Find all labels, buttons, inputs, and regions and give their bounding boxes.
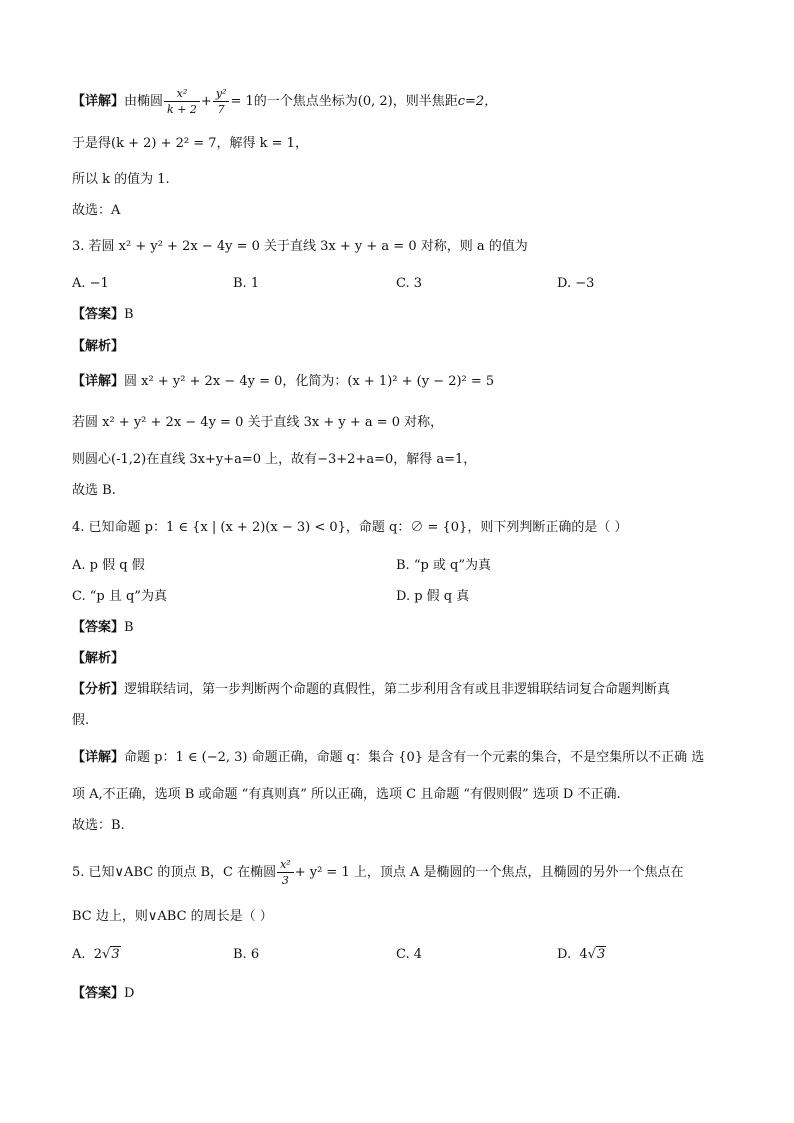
q3-detail-3: 则圆心(-1,2)在直线 3x+y+a=0 上，故有−3+2+a=0，解得 a=1， bbox=[72, 452, 477, 467]
q5-option-a: A. 2√3 bbox=[72, 945, 121, 965]
intro-line-2: 于是得(k + 2) + 2² = 7，解得 k = 1， bbox=[72, 136, 308, 151]
ellipse-fraction-x: $\frac{\text{x²}}{k + 2}$ bbox=[164, 86, 200, 117]
q5-ellipse-fraction: $\frac{\text{x²}}{3}$ bbox=[277, 857, 294, 888]
q4-analysis-tag: 【解析】 bbox=[72, 651, 125, 666]
q4-option-a: A. p 假 q 假 bbox=[72, 558, 145, 573]
intro-line-4: 故选：A bbox=[72, 203, 121, 218]
q3-answer: 【答案】B bbox=[72, 307, 134, 322]
q5-option-d: D. 4√3 bbox=[557, 945, 606, 965]
q3-detail-2: 若圆 x² + y² + 2x − 4y = 0 关于直线 3x + y + a = 0 对称， bbox=[72, 415, 444, 430]
q5-option-b: B. 6 bbox=[233, 947, 260, 962]
q3-detail-1: 【详解】圆 x² + y² + 2x − 4y = 0，化简为：(x + 1)² + (y − 2)² = 5 bbox=[72, 374, 495, 389]
intro-line-3: 所以 k 的值为 1. bbox=[72, 172, 170, 187]
q3-option-d: D. −3 bbox=[557, 276, 595, 291]
q4-fenxi-2: 假. bbox=[72, 713, 90, 728]
detail-tag: 【详解】 bbox=[72, 94, 125, 109]
q4-fenxi-1: 【分析】逻辑联结词，第一步判断两个命题的真假性，第二步利用含有或且非逻辑联结词复合命题判断真 bbox=[72, 682, 671, 697]
q5-option-c: C. 4 bbox=[396, 947, 423, 962]
q5-stem-2: BC 边上，则∨ABC 的周长是（ ） bbox=[72, 909, 273, 924]
q4-detail-1: 【详解】命题 p：1 ∈ (−2, 3) 命题正确，命题 q：集合 {0} 是含有一个元素的集合，不是空集所以不正确 选 bbox=[72, 750, 705, 765]
q3-option-c: C. 3 bbox=[396, 276, 423, 291]
intro-line-1: 【详解】由椭圆 $\frac{\text{x²}}{k + 2}$ + $\frac{\text{y²}}{7}$ = 1的一个焦点坐标为(0, 2)，则半焦距c=2， bbox=[72, 87, 498, 116]
sqrt-symbol: √3 bbox=[587, 947, 606, 962]
ellipse-fraction-y: $\frac{\text{y²}}{7}$ bbox=[213, 86, 230, 117]
q3-option-b: B. 1 bbox=[233, 276, 260, 291]
q4-option-d: D. p 假 q 真 bbox=[396, 589, 470, 604]
q5-stem-1: 5. 已知∨ABC 的顶点 B，C 在椭圆 $\frac{\text{x²}}{3}$ + y² = 1 上，顶点 A 是椭圆的一个焦点，且椭圆的另外一个焦点在 bbox=[72, 858, 684, 887]
q3-option-a: A. −1 bbox=[72, 276, 109, 291]
sqrt-symbol: √3 bbox=[102, 947, 120, 962]
q4-detail-3: 故选：B. bbox=[72, 818, 125, 833]
q4-answer: 【答案】B bbox=[72, 620, 134, 635]
q5-answer: 【答案】D bbox=[72, 986, 135, 1001]
q4-stem: 4. 已知命题 p：1 ∈ {x | (x + 2)(x − 3) < 0}，命题 q：∅ = {0}，则下列判断正确的是（ ） bbox=[72, 520, 628, 535]
q3-stem: 3. 若圆 x² + y² + 2x − 4y = 0 关于直线 3x + y + a = 0 对称，则 a 的值为 bbox=[72, 239, 528, 254]
q4-detail-2: 项 A,不正确，选项 B 或命题 “有真则真” 所以正确，选项 C 且命题 “有假则假” 选项 D 不正确. bbox=[72, 787, 621, 802]
q4-option-b: B. “p 或 q”为真 bbox=[396, 558, 492, 573]
q3-analysis-tag: 【解析】 bbox=[72, 339, 125, 354]
q4-option-c: C. “p 且 q”为真 bbox=[72, 589, 167, 604]
q3-detail-4: 故选 B. bbox=[72, 483, 116, 498]
